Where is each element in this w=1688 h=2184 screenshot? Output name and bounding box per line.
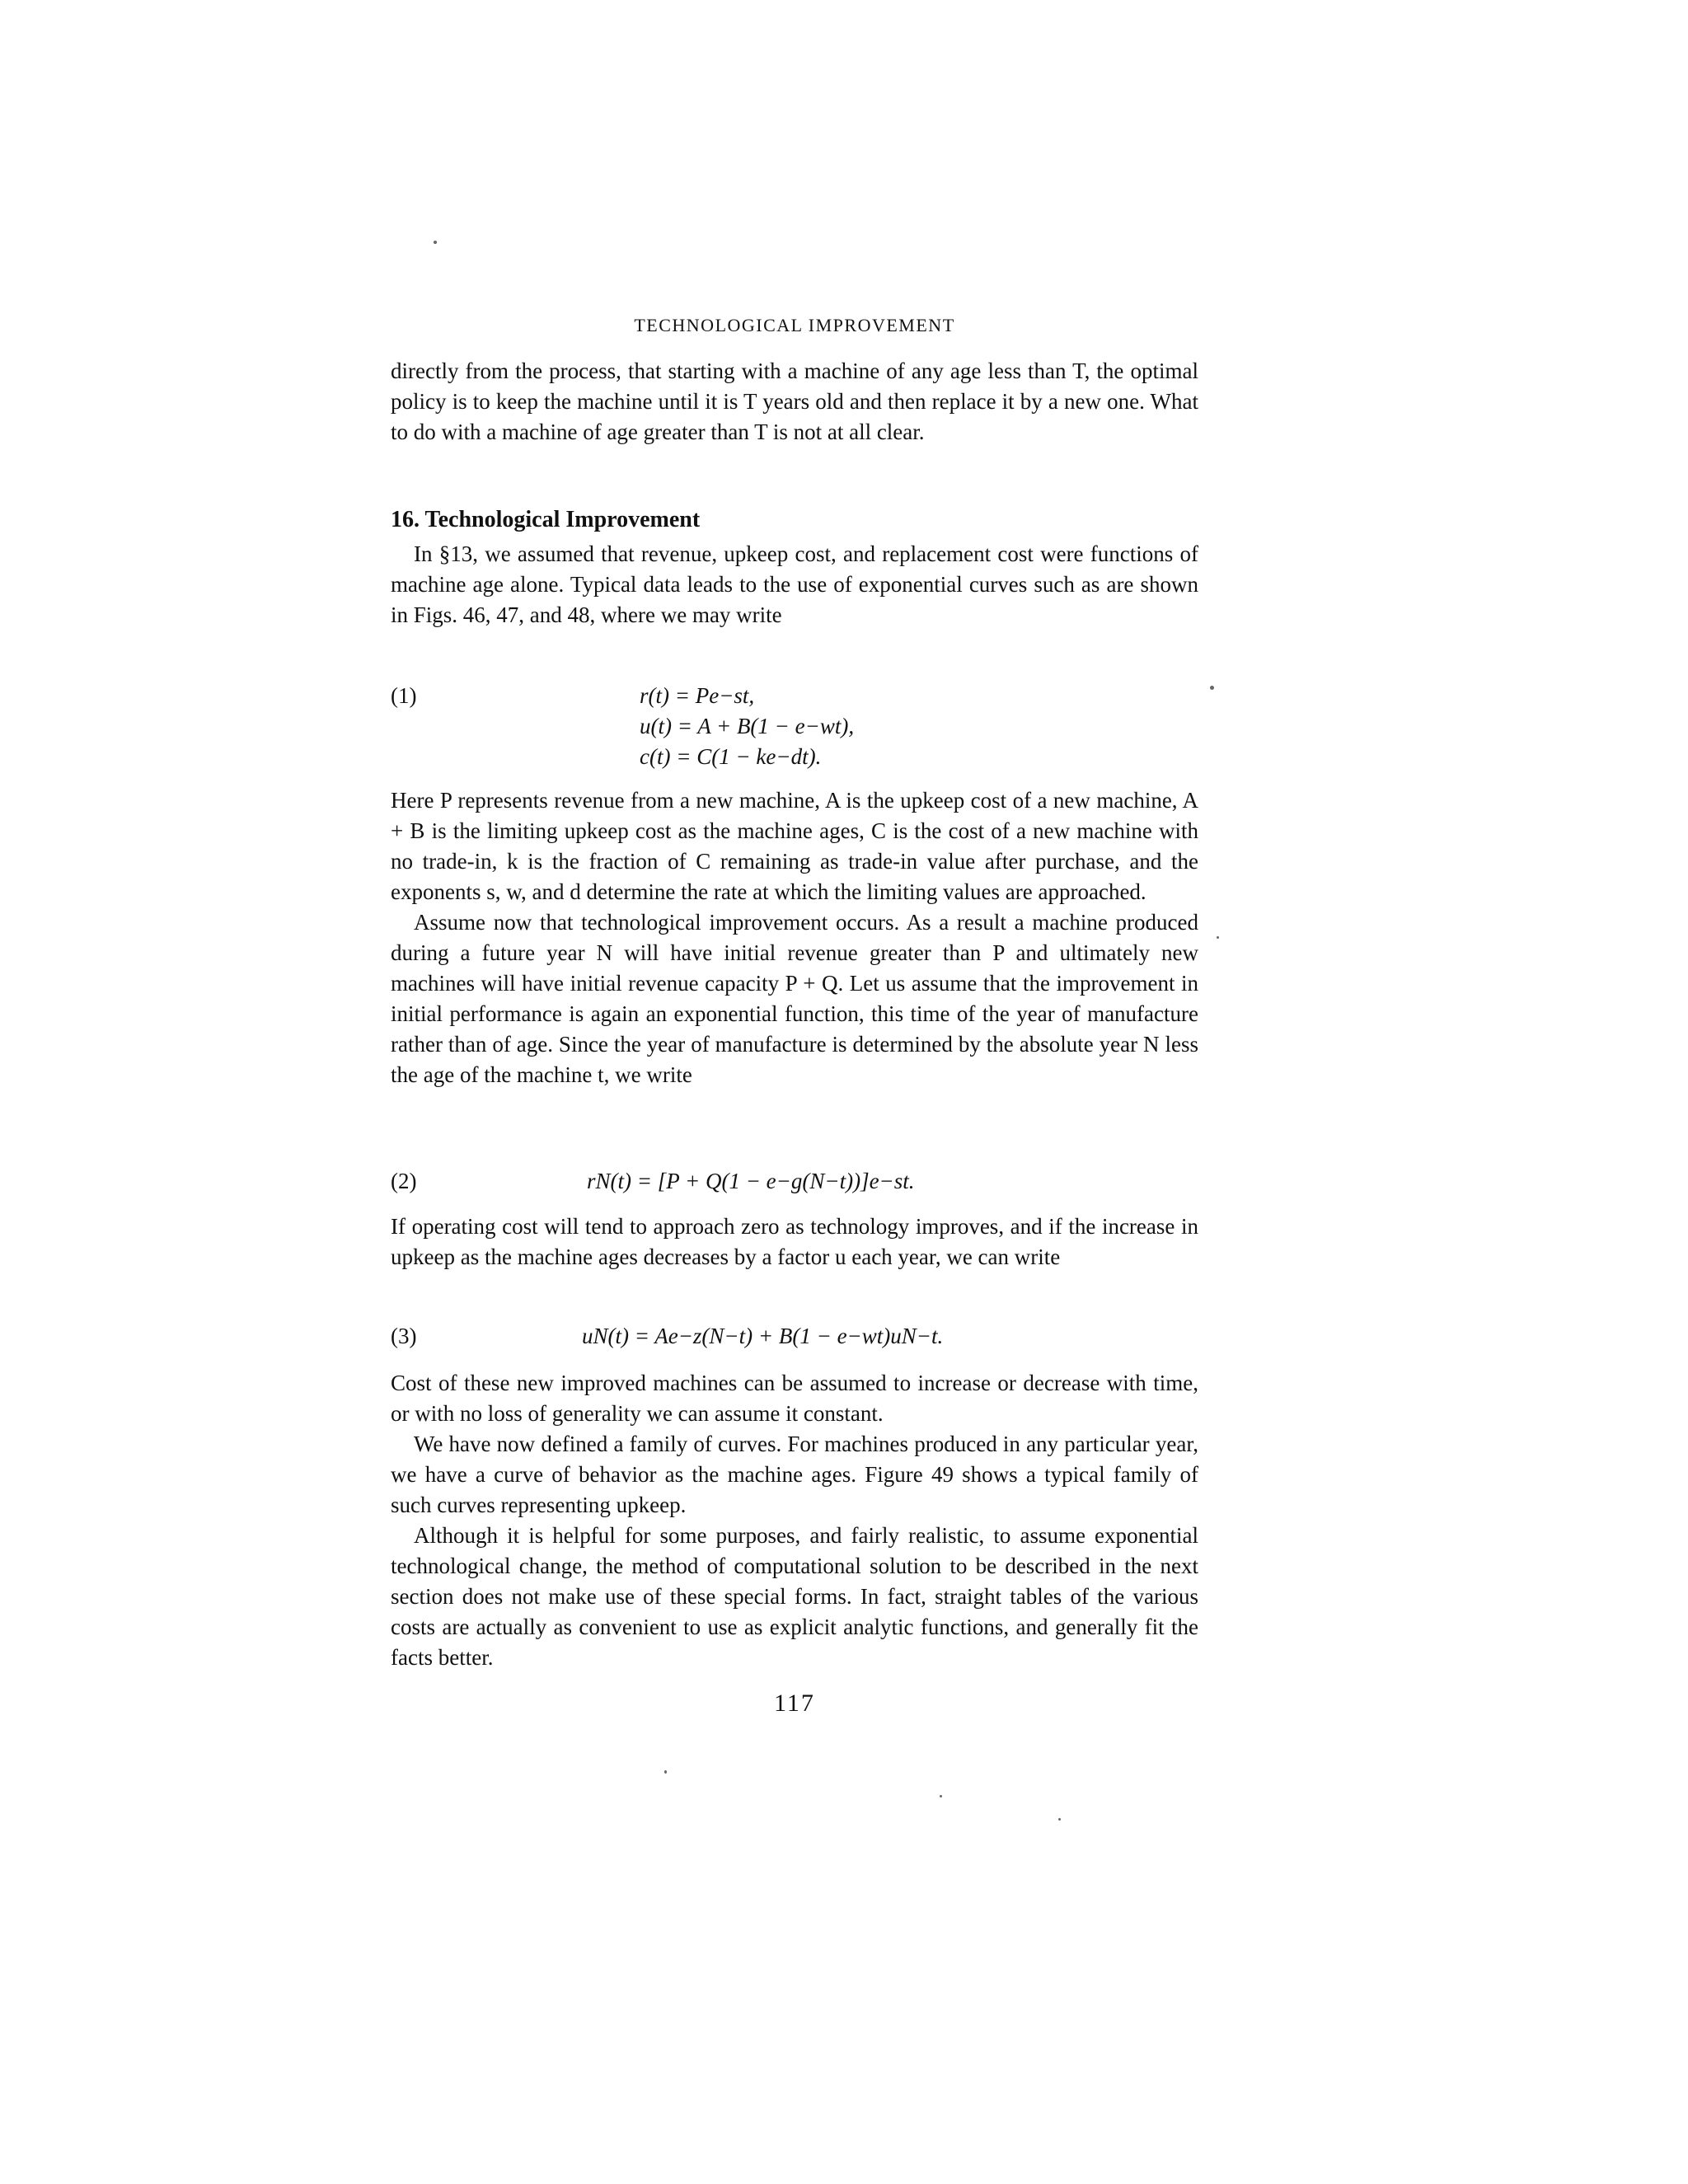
equation-1-line-3: c(t) = C(1 − ke−dt). <box>640 744 822 769</box>
paragraph-2: In §13, we assumed that revenue, upkeep cost, and replacement cost were functions of machine age alone. Typical data leads to the use of exponential curves such as are shown in Figs. 46, 47, and 48, where we may write <box>391 541 1198 627</box>
equation-1-line-2: u(t) = A + B(1 − e−wt), <box>640 714 855 738</box>
paragraph-6: Cost of these new improved machines can be assumed to increase or decrease with time, or with no loss of generality we can assume it constant. <box>391 1371 1198 1426</box>
page-number: 117 <box>774 1690 815 1717</box>
paragraph-block-4 <box>391 1212 1198 1272</box>
paragraph-4: Assume now that technological improvement occurs. As a result a machine produced during a future year N will have initial revenue greater than P and ultimately new machines will have initial revenue capacity P + Q. Let us assume that the improvement in initial performance is again an exponential function, this time of the year of manufacture rather than of age. Since the year of manufacture is determined by the absolute year N less the age of the machine t, we write <box>391 910 1198 1087</box>
section-heading: 16. Technological Improvement <box>391 507 701 532</box>
paragraph-1: directly from the process, that starting with a machine of any age less than T, the optimal policy is to keep the machine until it is T years old and then replace it by a new one. What to do with a machine of age greater than T is not at all clear. <box>391 359 1198 444</box>
equation-1-line-1: r(t) = Pe−st, <box>640 683 755 708</box>
equation-2 <box>391 1166 1198 1199</box>
equation-3-number: (3) <box>391 1324 417 1348</box>
scan-speck <box>1058 1818 1061 1821</box>
paragraph-5: If operating cost will tend to approach zero as technology improves, and if the increase in upkeep as the machine ages decreases by a factor u each year, we can write <box>391 1214 1198 1269</box>
scan-speck <box>1217 936 1219 939</box>
equation-3 <box>391 1321 1198 1354</box>
scan-speck <box>664 1770 667 1774</box>
equation-2-number: (2) <box>391 1169 417 1193</box>
equation-2-line-1: rN(t) = [P + Q(1 − e−g(N−t))]e−st. <box>587 1169 915 1193</box>
scan-speck <box>1210 686 1214 690</box>
paragraph-block-5 <box>391 1368 1198 1673</box>
paragraph-3: Here P represents revenue from a new machine, A is the upkeep cost of a new machine, A + B is the limiting upkeep cost as the machine ages, C is the cost of a new machine with no trade-in, k is the fraction of C remaining as trade-in value after purchase, and the exponents s, w, and d determine the rate at which the limiting values are approached. <box>391 788 1198 904</box>
paragraph-8: Although it is helpful for some purposes, and fairly realistic, to assume exponential technological change, the method of computational solution to be described in the next section does not make use of these special forms. In fact, straight tables of the various costs are actually as convenient to use as explicit analytic functions, and generally fit the facts better. <box>391 1523 1198 1670</box>
paragraph-block-3 <box>391 785 1198 1090</box>
equation-1-number: (1) <box>391 683 417 708</box>
paragraph-7: We have now defined a family of curves. For machines produced in any particular year, we have a curve of behavior as the machine ages. Figure 49 shows a typical family of such curves representing upkeep. <box>391 1432 1198 1517</box>
scan-speck <box>434 241 437 244</box>
paragraph-block-2 <box>391 539 1198 630</box>
scan-speck <box>940 1795 942 1797</box>
equation-3-line-1: uN(t) = Ae−z(N−t) + B(1 − e−wt)uN−t. <box>582 1324 944 1348</box>
paragraph-continuation <box>391 356 1198 448</box>
equation-1 <box>391 681 1198 776</box>
running-header: TECHNOLOGICAL IMPROVEMENT <box>634 315 955 335</box>
